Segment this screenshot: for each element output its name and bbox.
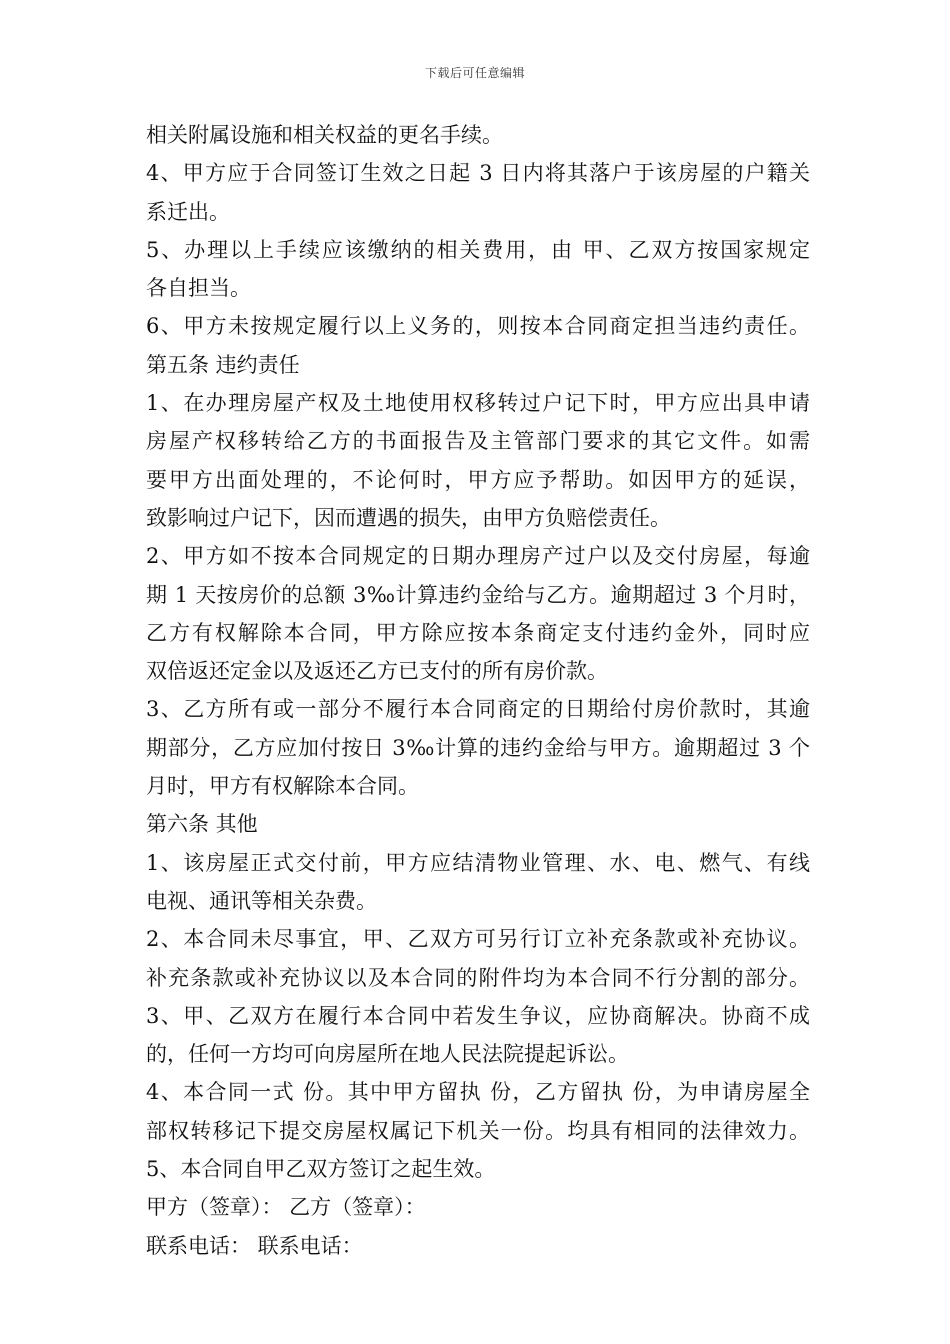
text-line: 系迁出。 bbox=[146, 199, 230, 224]
text-line: 4、本合同一式 份。其中甲方留执 份，乙方留执 份，为申请房屋全 bbox=[146, 1080, 810, 1105]
section-heading: 第五条 违约责任 bbox=[146, 352, 300, 377]
text-line: 相关附属设施和相关权益的更名手续。 bbox=[146, 123, 503, 147]
text-line: 乙方有权解除本合同，甲方除应按本条商定支付违约金外，同时应 bbox=[146, 620, 810, 645]
text-line: 电视、通讯等相关杂费。 bbox=[146, 888, 377, 913]
text-line: 1、在办理房屋产权及土地使用权移转过户记下时，甲方应出具申请 bbox=[146, 391, 810, 416]
contact-line: 联系电话： 联系电话： bbox=[146, 1233, 363, 1258]
section-heading: 第六条 其他 bbox=[146, 812, 258, 837]
text-line: 双倍返还定金以及返还乙方已支付的所有房价款。 bbox=[146, 659, 608, 684]
page-header: 下载后可任意编辑 bbox=[424, 66, 525, 80]
text-line: 致影响过户记下，因而遭遇的损失，由甲方负赔偿责任。 bbox=[146, 505, 671, 530]
text-line: 4、甲方应于合同签订生效之日起 3 日内将其落户于该房屋的户籍关 bbox=[146, 161, 810, 186]
signature-line: 甲方（签章）： 乙方（签章）： bbox=[146, 1195, 426, 1220]
text-line: 期部分，乙方应加付按日 3‰计算的违约金给与甲方。逾期超过 3 个 bbox=[146, 735, 810, 760]
text-line: 2、甲方如不按本合同规定的日期办理房产过户以及交付房屋，每逾 bbox=[146, 544, 810, 569]
text-line: 各自担当。 bbox=[146, 276, 251, 301]
text-line: 6、甲方未按规定履行以上义务的，则按本合同商定担当违约责任。 bbox=[146, 314, 810, 339]
text-line: 5、办理以上手续应该缴纳的相关费用，由 甲、乙双方按国家规定 bbox=[146, 237, 810, 262]
text-line: 5、本合同自甲乙双方签订之起生效。 bbox=[146, 1157, 496, 1182]
text-line: 1、该房屋正式交付前，甲方应结清物业管理、水、电、燃气、有线 bbox=[146, 850, 810, 875]
text-line: 房屋产权移转给乙方的书面报告及主管部门要求的其它文件。如需 bbox=[146, 429, 810, 454]
text-line: 3、甲、乙双方在履行本合同中若发生争议，应协商解决。协商不成 bbox=[146, 1003, 810, 1028]
document-body bbox=[146, 116, 810, 1265]
text-line: 补充条款或补充协议以及本合同的附件均为本合同不行分割的部分。 bbox=[146, 965, 810, 990]
text-line: 部权转移记下提交房屋权属记下机关一份。均具有相同的法律效力。 bbox=[146, 1118, 810, 1143]
text-line: 2、本合同未尽事宜，甲、乙双方可另行订立补充条款或补充协议。 bbox=[146, 927, 810, 952]
text-line: 期 1 天按房价的总额 3‰计算违约金给与乙方。逾期超过 3 个月时， bbox=[146, 582, 810, 607]
text-line: 月时，甲方有权解除本合同。 bbox=[146, 774, 419, 799]
text-line: 3、乙方所有或一部分不履行本合同商定的日期给付房价款时，其逾 bbox=[146, 697, 810, 722]
text-line: 的，任何一方均可向房屋所在地人民法院提起诉讼。 bbox=[146, 1042, 629, 1067]
text-line: 要甲方出面处理的，不论何时，甲方应予帮助。如因甲方的延误， bbox=[146, 467, 810, 492]
